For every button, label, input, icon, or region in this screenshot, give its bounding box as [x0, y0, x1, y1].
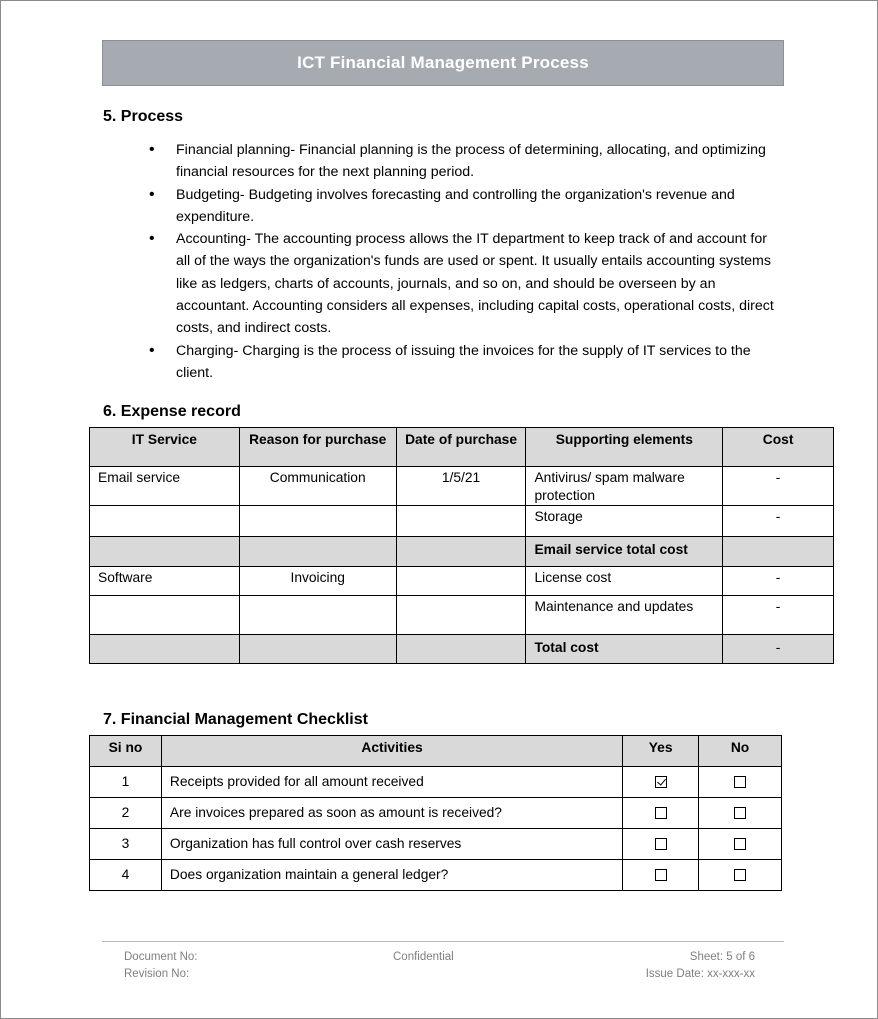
cell-no: [699, 798, 782, 829]
cell-no: [699, 767, 782, 798]
checklist-header-row: [90, 736, 782, 767]
bullet-charging: • Charging- Charging is the process of issuing the invoices for the supply of IT services to the client.: [149, 340, 779, 385]
cell-yes: [623, 798, 699, 829]
process-heading: 5. Process: [103, 108, 184, 125]
cell-number: 1: [90, 767, 162, 798]
footer-divider: [102, 941, 784, 942]
checkbox[interactable]: [734, 776, 746, 788]
cell-no: [699, 860, 782, 891]
footer-revision-no: Revision No:: [124, 968, 190, 980]
cell-activity: Organization has full control over cash reserves: [161, 829, 622, 860]
cell: Communication: [239, 467, 396, 506]
col-reason: Reason for purchase: [239, 428, 396, 467]
col-activities: Activities: [161, 736, 622, 767]
cell: 1/5/21: [396, 467, 526, 506]
cell-number: 4: [90, 860, 162, 891]
bullet-budgeting: • Budgeting- Budgeting involves forecasting and controlling the organization's revenue and expenditure.: [149, 184, 779, 229]
cell: -: [723, 467, 834, 506]
footer-confidential: Confidential: [393, 951, 454, 963]
checkbox[interactable]: [734, 807, 746, 819]
cell: [396, 537, 526, 567]
cell: [396, 635, 526, 664]
cell-activity: Are invoices prepared as soon as amount is received?: [161, 798, 622, 829]
process-bullet-list: [149, 139, 779, 384]
checkbox[interactable]: [734, 869, 746, 881]
table-row-total: [90, 635, 834, 664]
cell-yes: [623, 860, 699, 891]
cell: [723, 537, 834, 567]
cell: [239, 635, 396, 664]
cell: -: [723, 635, 834, 664]
cell: License cost: [526, 567, 723, 596]
table-row: [90, 829, 782, 860]
table-row: [90, 860, 782, 891]
footer-sheet: Sheet: 5 of 6: [689, 951, 755, 963]
table-row: [90, 506, 834, 537]
cell-yes: [623, 829, 699, 860]
cell: [90, 537, 240, 567]
footer-document-no: Document No:: [124, 951, 198, 963]
checklist-table: [89, 735, 782, 891]
cell: Antivirus/ spam malware protection: [526, 467, 723, 506]
cell: [90, 596, 240, 635]
cell-activity: Receipts provided for all amount received: [161, 767, 622, 798]
checkbox[interactable]: [655, 838, 667, 850]
cell: [239, 537, 396, 567]
col-date: Date of purchase: [396, 428, 526, 467]
col-cost: Cost: [723, 428, 834, 467]
cell: [396, 506, 526, 537]
cell: [239, 506, 396, 537]
bullet-financial-planning: • Financial planning- Financial planning is the process of determining, allocating, and optimizing financial resources for the next planning period.: [149, 139, 779, 184]
cell: Email service: [90, 467, 240, 506]
table-row: [90, 798, 782, 829]
checklist-heading: 7. Financial Management Checklist: [103, 711, 368, 728]
bullet-accounting: • Accounting- The accounting process allows the IT department to keep track of and account for all of the ways the organization's funds are used or spent. It usually entails accounting systems like as ledgers, charts of accounts, journals, and so on, and should be overseen by an accountant. Accounting considers all expenses, including capital costs, operational costs, direct costs, and indirect costs.: [149, 228, 779, 339]
col-it-service: IT Service: [90, 428, 240, 467]
cell: [90, 506, 240, 537]
cell-yes: [623, 767, 699, 798]
expense-record-heading: 6. Expense record: [103, 403, 241, 420]
cell-no: [699, 829, 782, 860]
cell: Email service total cost: [526, 537, 723, 567]
cell: Maintenance and updates: [526, 596, 723, 635]
cell: [396, 567, 526, 596]
table-row: [90, 567, 834, 596]
cell: Total cost: [526, 635, 723, 664]
cell: [396, 596, 526, 635]
expense-header-row: [90, 428, 834, 467]
table-row: [90, 596, 834, 635]
col-yes: Yes: [623, 736, 699, 767]
cell: -: [723, 596, 834, 635]
table-row: [90, 467, 834, 506]
checkbox-checked[interactable]: [655, 776, 667, 788]
title-banner: [102, 40, 784, 86]
checkbox[interactable]: [655, 869, 667, 881]
col-si-no: Si no: [90, 736, 162, 767]
expense-record-table: [89, 427, 834, 664]
cell: Software: [90, 567, 240, 596]
col-no: No: [699, 736, 782, 767]
cell-number: 2: [90, 798, 162, 829]
cell: -: [723, 567, 834, 596]
checkbox[interactable]: [734, 838, 746, 850]
checkbox[interactable]: [655, 807, 667, 819]
cell-activity: Does organization maintain a general ledger?: [161, 860, 622, 891]
table-row: [90, 767, 782, 798]
cell: [239, 596, 396, 635]
footer-issue-date: Issue Date: xx-xxx-xx: [645, 968, 755, 980]
col-supporting: Supporting elements: [526, 428, 723, 467]
table-row-subtotal: [90, 537, 834, 567]
cell-number: 3: [90, 829, 162, 860]
document-title: ICT Financial Management Process: [297, 53, 589, 72]
cell: -: [723, 506, 834, 537]
cell: Invoicing: [239, 567, 396, 596]
cell: [90, 635, 240, 664]
cell: Storage: [526, 506, 723, 537]
